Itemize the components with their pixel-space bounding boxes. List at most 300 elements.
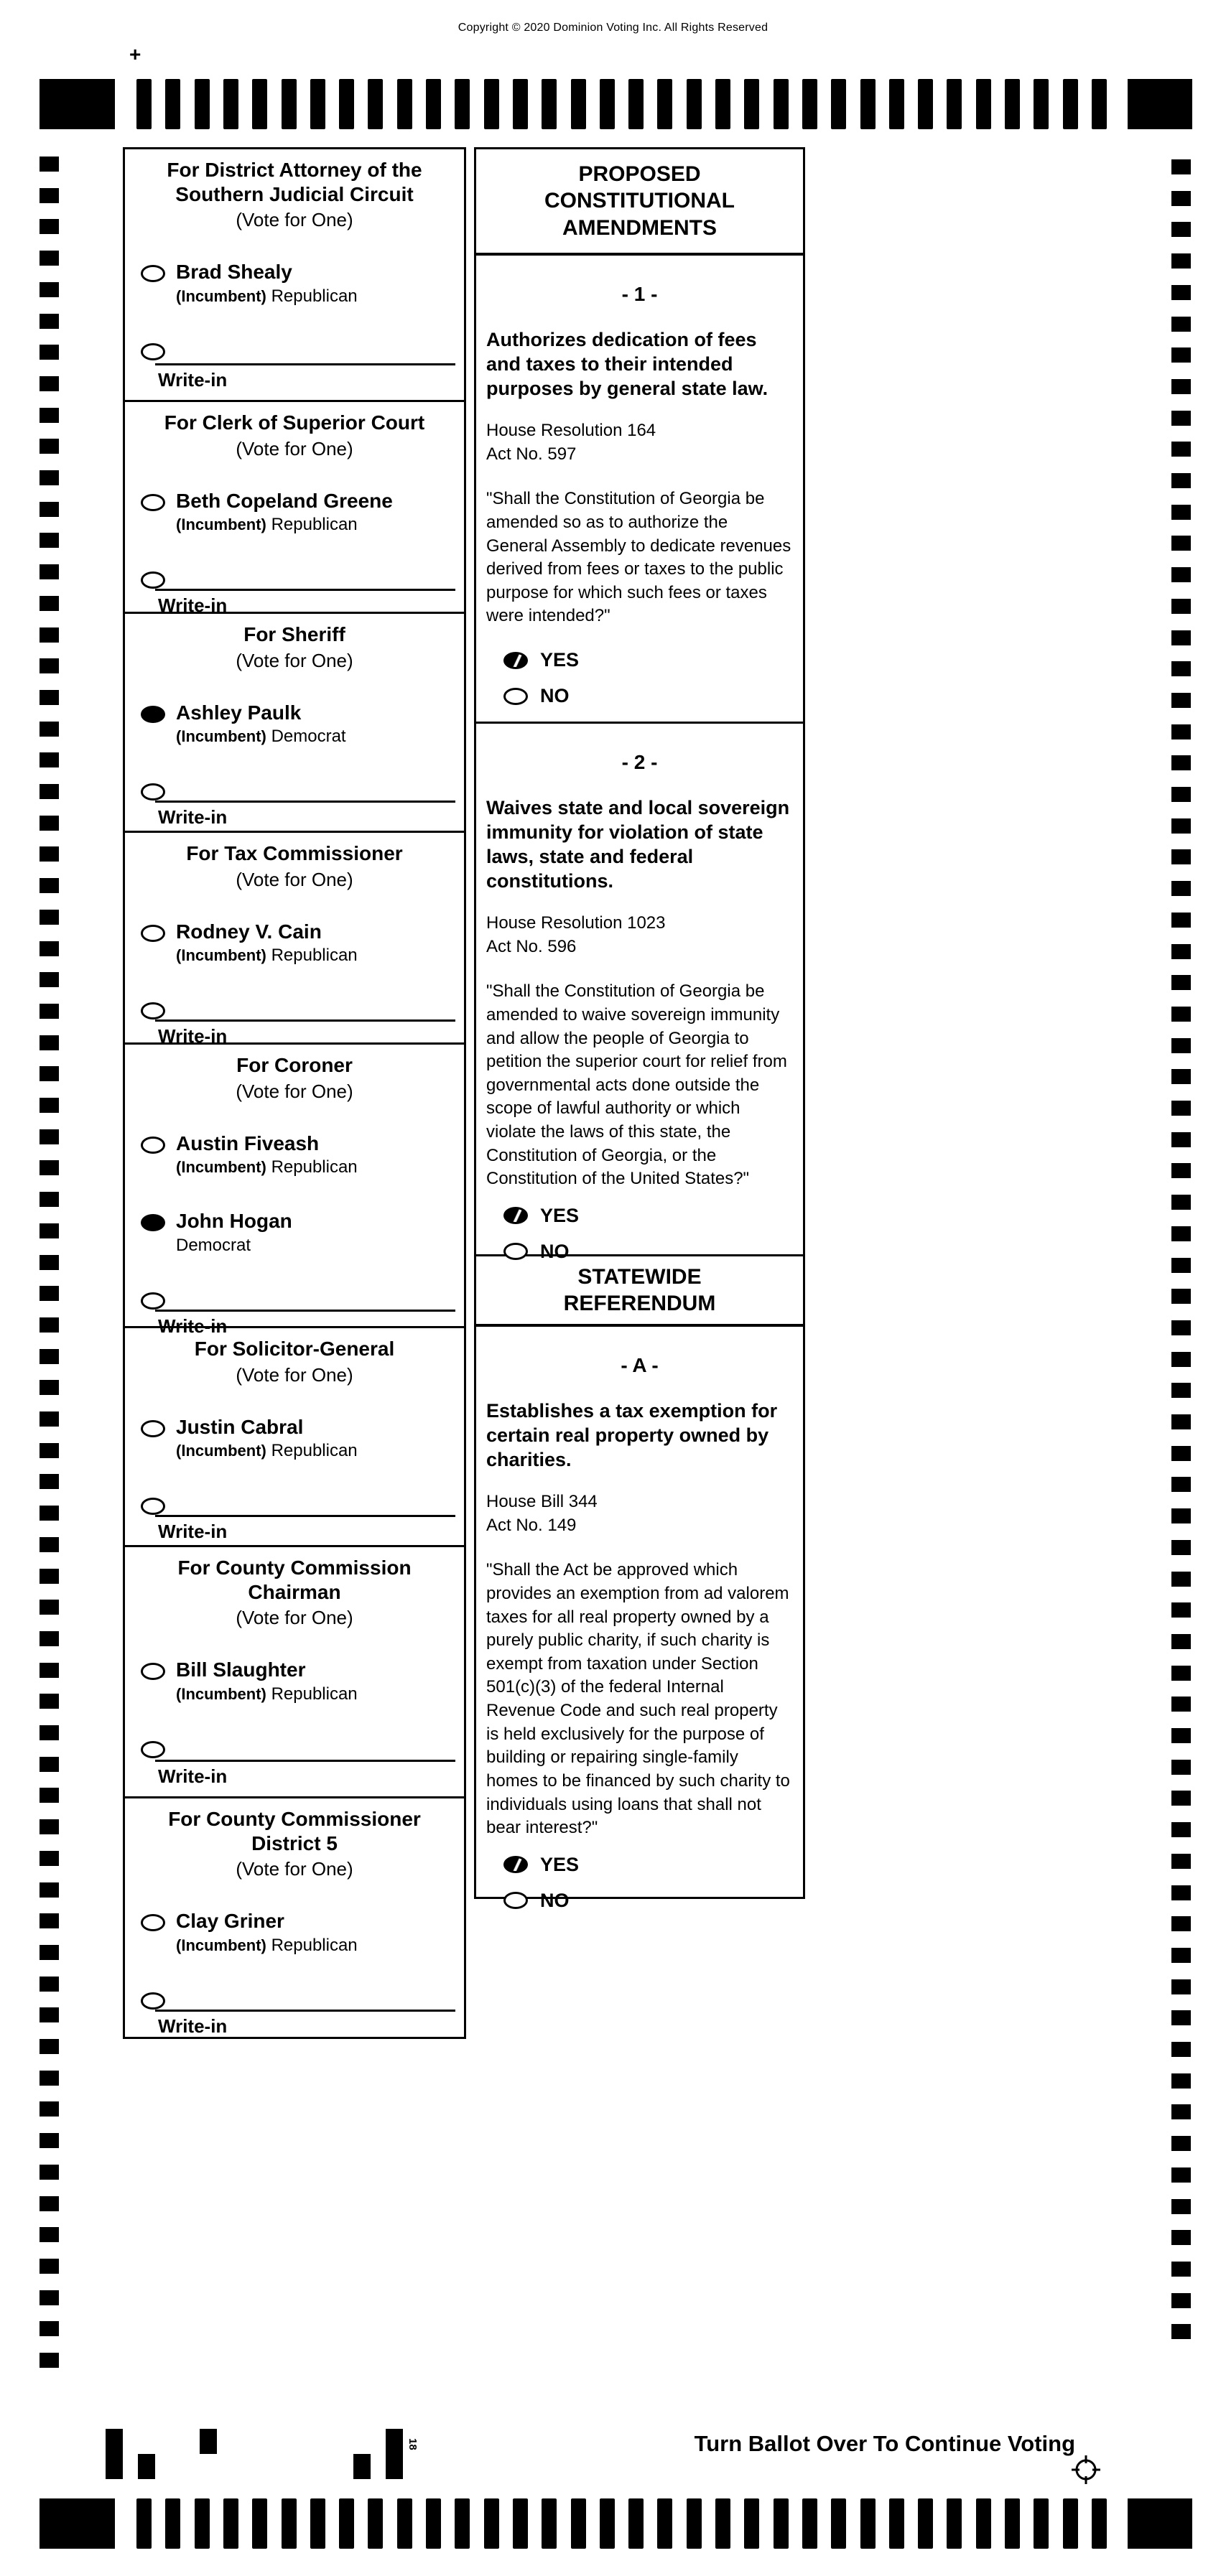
timing-mark [571,79,586,129]
timing-mark [40,2259,59,2274]
timing-mark [571,2498,586,2549]
timing-mark [40,1913,59,1928]
candidate-option-row [131,1659,458,1704]
timing-mark [40,408,59,423]
candidate-info [176,921,358,966]
timing-mark [600,79,615,129]
timing-mark [1171,661,1191,676]
timing-mark [1171,2199,1191,2214]
timing-mark [368,2498,383,2549]
vote-for-instruction: (Vote for One) [236,1607,353,1629]
blank-option-row [131,999,458,1019]
write-in-label: Write-in [158,1521,228,1543]
measure-section [476,256,803,724]
contest-section [125,1798,464,2037]
timing-mark [1171,505,1191,520]
filled-vote-oval[interactable] [503,652,528,669]
timing-mark [1171,881,1191,896]
right-column [474,147,805,1911]
candidate-party-line [176,1936,358,1956]
timing-mark [40,1882,59,1898]
write-in-line[interactable] [155,1760,455,1762]
measures-header-text [564,1264,716,1317]
write-in-line[interactable] [155,1019,455,1022]
timing-mark [136,2498,152,2549]
timing-mark [860,79,876,129]
timing-mark [40,1757,59,1772]
timing-mark [40,2007,59,2022]
timing-mark [455,79,470,129]
candidate-option-row [131,490,458,536]
timing-mark [455,2498,470,2549]
timing-mark [40,2353,59,2368]
candidate-option-row [131,1210,458,1256]
no-label: NO [540,685,570,706]
timing-mark [1171,473,1191,488]
timing-mark [1171,1822,1191,1837]
timing-mark [1171,2262,1191,2277]
timing-mark [657,79,672,129]
timing-mark [40,1506,59,1521]
timing-mark [1171,913,1191,928]
timing-mark [628,79,644,129]
timing-mark [1171,222,1191,237]
measure-summary: Establishes a tax exemption for certain real property owned by charities. [486,1400,778,1471]
empty-vote-oval[interactable] [141,1992,165,2010]
contest-title-line: For County Commissioner [168,1808,421,1830]
measures-header-line: PROPOSED [578,162,701,186]
empty-vote-oval[interactable] [141,1663,165,1680]
yes-choice-row [503,1854,793,1876]
timing-mark [40,910,59,925]
contest-title-line: For District Attorney of the [167,159,422,181]
write-in-area [131,363,458,394]
timing-mark [165,79,180,129]
timing-mark [40,690,59,705]
incumbent-label: (Incumbent) [176,1684,266,1703]
timing-mark [40,1255,59,1270]
timing-mark [1171,1948,1191,1963]
timing-mark [1171,1069,1191,1084]
timing-mark [252,2498,267,2549]
timing-mark [947,2498,962,2549]
timing-mark [40,1945,59,1960]
timing-mark [40,1600,59,1615]
measure-reference-line: Act No. 596 [486,936,577,956]
measure-summary: Authorizes dedication of fees and taxes to their intended purposes by general state law. [486,329,768,400]
party-label: Republican [271,1684,358,1704]
timing-mark [1171,1572,1191,1587]
empty-vote-oval[interactable] [141,1741,165,1758]
timing-mark [1171,536,1191,551]
timing-mark [40,1537,59,1552]
timing-mark [40,345,59,360]
write-in-line[interactable] [155,1515,455,1517]
timing-mark [40,784,59,799]
timing-mark [40,2290,59,2305]
crosshair-registration-icon [1070,2453,1102,2491]
timing-mark [1171,599,1191,614]
candidate-party-line [176,1157,358,1177]
timing-mark [1171,1602,1191,1618]
timing-block-bottom-right [1128,2498,1192,2549]
candidate-party-line [176,727,346,747]
empty-vote-oval[interactable] [141,1002,165,1019]
timing-mark [40,1788,59,1803]
timing-mark [397,79,412,129]
blank-option-row [131,1494,458,1515]
timing-mark [40,846,59,862]
timing-mark [195,2498,210,2549]
candidate-option-row [131,1133,458,1178]
timing-mark [40,1286,59,1301]
ballot-id-mark [386,2429,403,2479]
filled-vote-oval[interactable] [141,706,165,723]
timing-mark [889,79,904,129]
timing-mark [165,2498,180,2549]
timing-mark [1171,2324,1191,2339]
blank-option-row [131,1289,458,1310]
timing-mark [195,79,210,129]
contest-title-line: District 5 [251,1831,338,1854]
timing-mark [628,2498,644,2549]
candidate-option-row [131,1417,458,1462]
timing-mark [1171,1885,1191,1900]
timing-mark [976,2498,991,2549]
measure-number: - 2 - [621,751,658,773]
timing-mark [40,1851,59,1866]
timing-block-top-left [40,79,115,129]
timing-mark [223,79,238,129]
timing-mark [513,2498,528,2549]
timing-mark [1005,2498,1020,2549]
contest-title [131,841,458,866]
ballot-id-mark [106,2429,123,2479]
measure-section [476,724,803,1262]
write-in-line[interactable] [155,589,455,591]
incumbent-label: (Incumbent) [176,286,266,305]
timing-mark [40,376,59,391]
timing-mark [831,79,846,129]
candidate-party-line [176,1236,292,1256]
timing-mark [40,2101,59,2117]
contest-section [125,1045,464,1338]
candidate-name: Ashley Paulk [176,701,302,724]
timing-mark [1171,159,1191,174]
measure-reference-line: House Resolution 1023 [486,913,666,933]
blank-option-row [131,568,458,589]
ballot-id-mark [200,2429,217,2454]
measure-reference-line: Act No. 149 [486,1515,577,1535]
empty-vote-oval[interactable] [141,571,165,589]
timing-mark [1171,2293,1191,2308]
candidate-party-line [176,1684,358,1704]
timing-mark [40,1725,59,1740]
empty-vote-oval[interactable] [141,925,165,942]
candidate-option-row [131,702,458,747]
timing-mark [1171,253,1191,269]
timing-mark [40,502,59,517]
timing-mark [715,2498,730,2549]
timing-mark [542,79,557,129]
timing-mark [831,2498,846,2549]
candidate-name: Bill Slaughter [176,1658,306,1681]
candidate-option-row [131,921,458,966]
timing-mark [1171,1352,1191,1367]
empty-vote-oval[interactable] [141,783,165,801]
contest-title-line: For Clerk of Superior Court [164,411,425,434]
timing-mark [40,2165,59,2180]
empty-vote-oval[interactable] [141,1498,165,1515]
contest-title [131,622,458,647]
write-in-area [131,1515,458,1546]
party-label: Democrat [271,727,346,747]
timing-mark [1171,379,1191,394]
write-in-label: Write-in [158,1315,228,1338]
timing-mark [40,219,59,234]
write-in-area [131,1760,458,1791]
timing-mark [40,2196,59,2211]
empty-vote-oval[interactable] [141,494,165,511]
no-choice-row [503,685,793,707]
timing-mark [1171,191,1191,206]
timing-mark [1171,2073,1191,2089]
contest-section [125,149,464,402]
timing-mark [1171,1320,1191,1335]
timing-mark [40,157,59,172]
timing-mark [1171,1697,1191,1712]
yes-label: YES [540,649,580,671]
contest-title-line: Southern Judicial Circuit [175,182,414,205]
timing-mark [918,79,933,129]
contest-section [125,614,464,833]
vote-for-instruction: (Vote for One) [236,868,353,890]
party-label: Republican [271,515,358,535]
timing-mark [802,2498,817,2549]
measure-question: "Shall the Constitution of Georgia be amended to waive sovereign immunity and allow the people of Georgia to petition the superior court for relief from governmental acts done outside the scope of lawful authority or which violate the laws of this state, the Constitution of Georgia, or the Constitution of the United States?" [486,981,787,1189]
vote-for-instruction: (Vote for One) [236,1858,353,1880]
write-in-label: Write-in [158,2015,228,2037]
empty-vote-oval[interactable] [141,1914,165,1931]
party-label: Republican [271,946,358,966]
timing-mark [40,282,59,297]
blank-option-row [131,780,458,801]
timing-mark [40,2039,59,2054]
timing-mark [918,2498,933,2549]
candidate-name: Brad Shealy [176,261,292,284]
timing-mark [40,1411,59,1427]
timing-mark [136,79,152,129]
write-in-label: Write-in [158,369,228,391]
timing-mark [715,79,730,129]
timing-mark [40,1631,59,1646]
incumbent-label: (Incumbent) [176,1936,266,1954]
no-choice-row [503,1890,793,1912]
candidate-name: Beth Copeland Greene [176,489,393,512]
candidate-party-line [176,286,358,307]
timing-mark [1171,442,1191,457]
party-label: Republican [271,1441,358,1461]
candidate-name: Rodney V. Cain [176,920,322,943]
stub-number: 18 [407,2438,419,2450]
candidate-info [176,1659,358,1704]
contest-title [131,411,458,435]
timing-mark [1171,1666,1191,1681]
measure-question: "Shall the Act be approved which provides an exemption from ad valorem taxes for all real property owned by a purely public charity, if such charity is exempt from taxation under Section 501(c)(3) of the federal Internal Revenue Code and such real property is held exclusively for the purpose of building or repairing single-family homes to be financed by such charity to individuals using loans that shall not bear interest?" [486,1560,790,1838]
empty-vote-oval[interactable] [141,265,165,282]
ballot-id-mark [353,2454,371,2479]
timing-mark [40,972,59,987]
party-label: Democrat [176,1236,251,1256]
timing-mark [1171,1446,1191,1461]
empty-vote-oval[interactable] [141,343,165,360]
timing-block-top-right [1128,79,1192,129]
timing-mark [744,79,759,129]
timing-mark [40,2321,59,2336]
timing-mark [310,79,325,129]
timing-mark [542,2498,557,2549]
timing-block-bottom-left [40,2498,115,2549]
timing-mark [252,79,267,129]
timing-mark [1171,693,1191,708]
timing-mark [1171,787,1191,802]
contest-title-line: For County Commission [177,1557,412,1579]
timing-mark [40,1474,59,1489]
vote-for-instruction: (Vote for One) [236,437,353,459]
timing-mark [40,816,59,831]
timing-mark [40,596,59,611]
write-in-line[interactable] [155,1310,455,1312]
timing-mark [1171,630,1191,645]
empty-vote-oval[interactable] [141,1292,165,1310]
registration-plus-mark: + [129,43,141,65]
timing-mark [1171,1163,1191,1178]
timing-mark [40,722,59,737]
measure-question: "Shall the Constitution of Georgia be amended so as to authorize the General Assembly to dedicate revenues derived from fees or taxes to the public purpose for which such fees or taxes were intended?" [486,489,791,626]
measure-section [476,1327,803,1911]
timing-mark [1171,2010,1191,2025]
contest-title-line: For Coroner [236,1054,353,1076]
timing-mark [1171,1540,1191,1555]
no-label: NO [540,1889,570,1911]
contest-section [125,1328,464,1547]
top-timing-row [40,79,1192,129]
bottom-timing-row [40,2498,1192,2549]
measures-header-line: AMENDMENTS [562,215,717,240]
contest-title-line: For Sheriff [243,623,345,645]
vote-for-instruction: (Vote for One) [236,1363,353,1386]
timing-mark [40,1819,59,1834]
contest-title [131,1337,458,1361]
candidate-info [176,702,346,747]
timing-mark [802,79,817,129]
no-label: NO [540,1240,570,1262]
write-in-label: Write-in [158,806,228,829]
timing-mark [310,2498,325,2549]
blank-option-row [131,1989,458,2010]
yes-choice-row [503,649,793,671]
timing-mark [339,2498,354,2549]
timing-mark [282,79,297,129]
candidate-info [176,1210,292,1256]
timing-mark [40,564,59,579]
measures-header-text [544,161,735,242]
timing-mark [40,1004,59,1019]
timing-mark [1171,1007,1191,1022]
incumbent-label: (Incumbent) [176,727,266,746]
timing-mark [40,1192,59,1207]
empty-vote-oval[interactable] [141,1420,165,1437]
party-label: Republican [271,1935,358,1955]
write-in-line[interactable] [155,2010,455,2012]
timing-mark [947,79,962,129]
candidate-info [176,261,358,307]
timing-mark [484,2498,499,2549]
timing-mark [1171,1195,1191,1210]
incumbent-label: (Incumbent) [176,1158,266,1177]
timing-mark [1171,1383,1191,1398]
timing-mark [1171,411,1191,426]
timing-mark [40,1035,59,1050]
timing-mark [1171,1258,1191,1273]
filled-vote-oval[interactable] [503,1856,528,1873]
timing-mark [223,2498,238,2549]
candidate-name: Clay Griner [176,1910,284,1933]
timing-mark [1171,1634,1191,1649]
candidate-option-row [131,1910,458,1956]
measure-summary: Waives state and local sovereign immunity for violation of state laws, state and federal constitutions. [486,797,790,892]
timing-mark [40,1694,59,1709]
timing-mark [40,1098,59,1113]
measure-references [486,912,793,958]
timing-mark [1171,567,1191,582]
write-in-area [131,2010,458,2040]
write-in-line[interactable] [155,363,455,365]
empty-vote-oval[interactable] [141,1137,165,1154]
candidate-party-line [176,1441,358,1461]
write-in-line[interactable] [155,801,455,803]
measure-number: - 1 - [621,283,658,305]
measures-header [476,1256,803,1327]
ballot-id-mark [138,2454,155,2479]
empty-vote-oval[interactable] [503,1892,528,1909]
timing-mark [40,188,59,203]
timing-mark [40,1380,59,1395]
filled-vote-oval[interactable] [141,1214,165,1231]
empty-vote-oval[interactable] [503,688,528,705]
timing-mark [484,79,499,129]
vote-for-instruction: (Vote for One) [236,209,353,231]
timing-mark [1171,1979,1191,1994]
timing-mark [282,2498,297,2549]
timing-mark [40,1160,59,1175]
candidate-name: Justin Cabral [176,1415,304,1438]
filled-vote-oval[interactable] [503,1207,528,1224]
timing-mark [397,2498,412,2549]
timing-mark [860,2498,876,2549]
yes-choice-row [503,1205,793,1227]
timing-mark [1171,944,1191,959]
timing-mark [744,2498,759,2549]
timing-mark [40,1223,59,1238]
contest-section [125,1547,464,1798]
timing-mark [426,79,441,129]
timing-mark [513,79,528,129]
write-in-label: Write-in [158,1025,228,1047]
timing-mark [426,2498,441,2549]
candidate-info [176,1910,358,1956]
timing-mark [1171,1101,1191,1116]
